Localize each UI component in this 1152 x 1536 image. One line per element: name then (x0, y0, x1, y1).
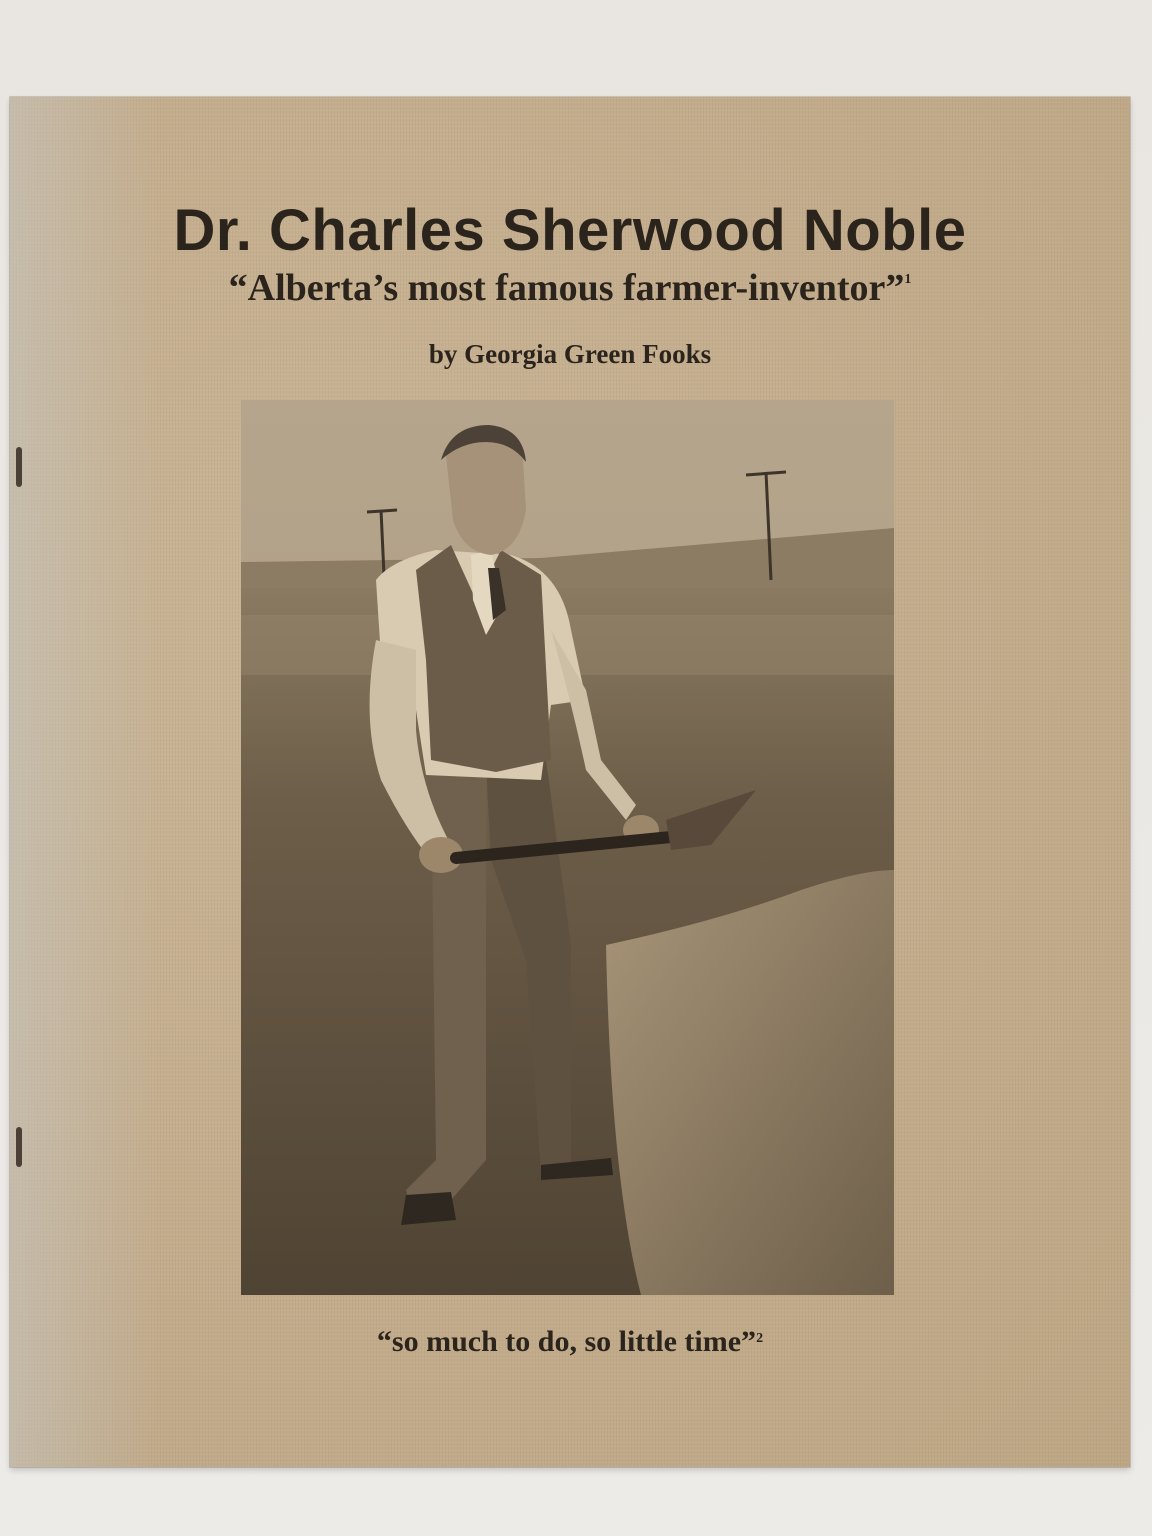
cover-quote (10, 1325, 1130, 1359)
cover-title: Dr. Charles Sherwood Noble (173, 198, 967, 263)
quote-text: “so much to do, so little time” (376, 1325, 757, 1358)
cover-photo (241, 400, 894, 1295)
subtitle-text: “Alberta’s most famous farmer-inventor” (228, 267, 905, 309)
cover-subtitle (10, 266, 1130, 310)
quote-footnote-marker: 2 (756, 1331, 764, 1346)
booklet-cover (10, 97, 1130, 1467)
man-with-shovel-photo-icon (241, 400, 894, 1295)
staple-bottom (16, 1127, 22, 1167)
staple-top (16, 447, 22, 487)
cover-author: by Georgia Green Fooks (428, 339, 712, 369)
subtitle-footnote-marker: 1 (904, 272, 912, 287)
